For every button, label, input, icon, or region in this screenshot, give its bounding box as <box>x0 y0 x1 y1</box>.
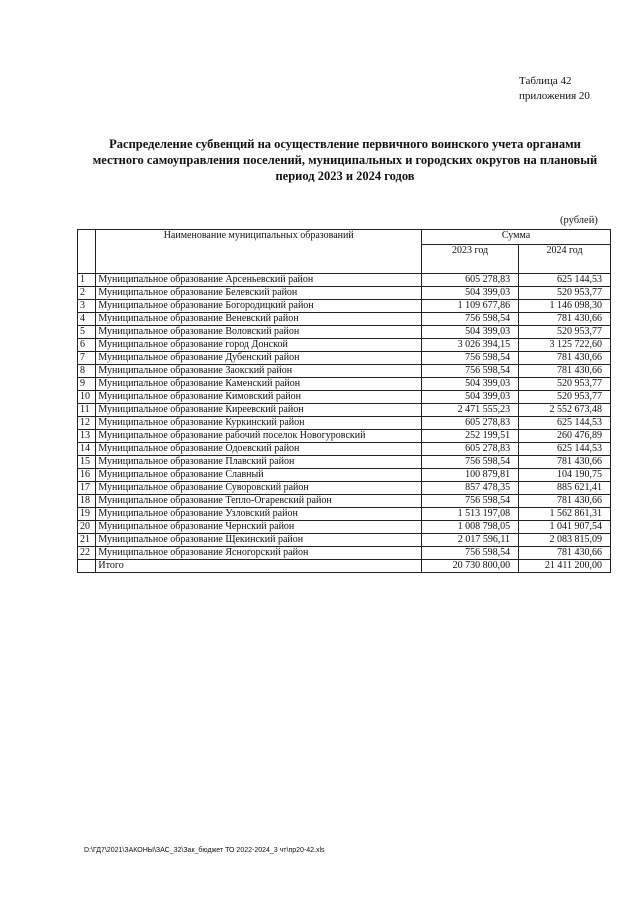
row-2024: 781 430,66 <box>519 313 611 326</box>
title-line-3: период 2023 и 2024 годов <box>275 169 415 183</box>
row-2023: 1 513 197,08 <box>422 508 519 521</box>
row-number: 10 <box>78 391 96 404</box>
row-2024: 781 430,66 <box>519 495 611 508</box>
appendix-label: приложения 20 <box>519 90 590 102</box>
row-number: 8 <box>78 365 96 378</box>
row-2024: 2 083 815,09 <box>519 534 611 547</box>
total-row <box>78 560 611 573</box>
row-2023: 756 598,54 <box>422 495 519 508</box>
row-2023: 504 399,03 <box>422 378 519 391</box>
row-name: Муниципальное образование Богородицкий район <box>96 300 422 313</box>
row-number: 20 <box>78 521 96 534</box>
total-2023: 20 730 800,00 <box>422 560 519 573</box>
total-2024: 21 411 200,00 <box>519 560 611 573</box>
row-name: Муниципальное образование Киреевский район <box>96 404 422 417</box>
row-2024: 781 430,66 <box>519 352 611 365</box>
table-row <box>78 378 611 391</box>
row-2023: 756 598,54 <box>422 313 519 326</box>
table-row <box>78 430 611 443</box>
title-line-1: Распределение субвенций на осуществление первичного воинского учета органами <box>109 137 581 151</box>
row-2024: 1 041 907,54 <box>519 521 611 534</box>
table-row <box>78 482 611 495</box>
row-2024: 781 430,66 <box>519 365 611 378</box>
table-row <box>78 547 611 560</box>
row-2024: 1 562 861,31 <box>519 508 611 521</box>
row-2023: 756 598,54 <box>422 352 519 365</box>
row-2024: 781 430,66 <box>519 547 611 560</box>
row-name: Муниципальное образование Чернский район <box>96 521 422 534</box>
title-line-2: местного самоуправления поселений, муниципальных и городских округов на плановый <box>92 153 598 167</box>
row-2023: 2 471 555,23 <box>422 404 519 417</box>
row-name: Муниципальное образование Ясногорский район <box>96 547 422 560</box>
row-name: Муниципальное образование Плавский район <box>96 456 422 469</box>
row-name: Муниципальное образование Воловский район <box>96 326 422 339</box>
table-reference <box>519 74 590 104</box>
header-2024: 2024 год <box>519 245 611 274</box>
row-number: 19 <box>78 508 96 521</box>
row-number: 22 <box>78 547 96 560</box>
row-2023: 252 199,51 <box>422 430 519 443</box>
row-2023: 605 278,83 <box>422 417 519 430</box>
row-name: Муниципальное образование Каменский район <box>96 378 422 391</box>
table-row <box>78 508 611 521</box>
row-number: 18 <box>78 495 96 508</box>
header-number <box>78 230 96 274</box>
table-row <box>78 521 611 534</box>
table-row <box>78 391 611 404</box>
table-label: Таблица 42 <box>519 75 572 87</box>
row-2024: 520 953,77 <box>519 378 611 391</box>
row-number: 14 <box>78 443 96 456</box>
header-name: Наименование муниципальных образований <box>96 230 422 274</box>
header-sum: Сумма <box>422 230 611 245</box>
table-row <box>78 339 611 352</box>
row-2024: 625 144,53 <box>519 443 611 456</box>
row-2024: 625 144,53 <box>519 417 611 430</box>
row-name: Муниципальное образование Суворовский район <box>96 482 422 495</box>
row-2023: 504 399,03 <box>422 391 519 404</box>
table-row <box>78 365 611 378</box>
table-row <box>78 313 611 326</box>
row-number: 1 <box>78 274 96 287</box>
row-number: 5 <box>78 326 96 339</box>
row-2024: 520 953,77 <box>519 391 611 404</box>
row-2023: 857 478,35 <box>422 482 519 495</box>
row-2024: 625 144,53 <box>519 274 611 287</box>
table-row <box>78 274 611 287</box>
units-label: (рублей) <box>560 215 598 226</box>
row-2023: 756 598,54 <box>422 456 519 469</box>
row-2023: 2 017 596,11 <box>422 534 519 547</box>
table-row <box>78 443 611 456</box>
row-number: 15 <box>78 456 96 469</box>
row-number: 9 <box>78 378 96 391</box>
row-number: 17 <box>78 482 96 495</box>
row-number: 13 <box>78 430 96 443</box>
row-2023: 504 399,03 <box>422 326 519 339</box>
total-label: Итого <box>96 560 422 573</box>
row-name: Муниципальное образование Узловский район <box>96 508 422 521</box>
row-name: Муниципальное образование Веневский район <box>96 313 422 326</box>
table-row <box>78 404 611 417</box>
row-name: Муниципальное образование Белевский район <box>96 287 422 300</box>
row-name: Муниципальное образование Кимовский район <box>96 391 422 404</box>
row-2024: 3 125 722,60 <box>519 339 611 352</box>
row-2023: 756 598,54 <box>422 365 519 378</box>
table-body <box>78 274 611 560</box>
row-name: Муниципальное образование Дубенский район <box>96 352 422 365</box>
row-2024: 520 953,77 <box>519 287 611 300</box>
row-number: 6 <box>78 339 96 352</box>
row-number: 12 <box>78 417 96 430</box>
row-number: 11 <box>78 404 96 417</box>
row-2023: 756 598,54 <box>422 547 519 560</box>
row-number: 3 <box>78 300 96 313</box>
table-row <box>78 417 611 430</box>
row-2024: 520 953,77 <box>519 326 611 339</box>
row-2023: 1 109 677,86 <box>422 300 519 313</box>
row-name: Муниципальное образование Одоевский район <box>96 443 422 456</box>
row-name: Муниципальное образование Тепло-Огаревский район <box>96 495 422 508</box>
table-row <box>78 287 611 300</box>
row-name: Муниципальное образование Щекинский район <box>96 534 422 547</box>
table-row <box>78 352 611 365</box>
row-2024: 885 621,41 <box>519 482 611 495</box>
row-name: Муниципальное образование Арсеньевский район <box>96 274 422 287</box>
row-2024: 781 430,66 <box>519 456 611 469</box>
row-2023: 100 879,81 <box>422 469 519 482</box>
row-2023: 605 278,83 <box>422 274 519 287</box>
table-row <box>78 534 611 547</box>
row-number: 4 <box>78 313 96 326</box>
document-title <box>78 136 612 184</box>
table-row <box>78 469 611 482</box>
row-number: 16 <box>78 469 96 482</box>
table-row <box>78 300 611 313</box>
row-number: 7 <box>78 352 96 365</box>
row-2024: 2 552 673,48 <box>519 404 611 417</box>
table-row <box>78 326 611 339</box>
row-name: Муниципальное образование рабочий поселок Новогуровский <box>96 430 422 443</box>
table-row <box>78 456 611 469</box>
file-path: D:\ГД7\2021\ЗАКОНЫ\ЗАС_32\Зак_бюджет ТО 2022-2024_3 чт\пр20-42.xls <box>84 847 325 854</box>
subvention-table <box>77 229 611 573</box>
row-name: Муниципальное образование город Донской <box>96 339 422 352</box>
row-2023: 605 278,83 <box>422 443 519 456</box>
row-2023: 1 008 798,05 <box>422 521 519 534</box>
row-number: 21 <box>78 534 96 547</box>
row-number: 2 <box>78 287 96 300</box>
row-name: Муниципальное образование Славный <box>96 469 422 482</box>
total-number <box>78 560 96 573</box>
row-2023: 3 026 394,15 <box>422 339 519 352</box>
row-name: Муниципальное образование Куркинский район <box>96 417 422 430</box>
header-2023: 2023 год <box>422 245 519 274</box>
row-2024: 1 146 098,30 <box>519 300 611 313</box>
row-2023: 504 399,03 <box>422 287 519 300</box>
row-2024: 260 476,89 <box>519 430 611 443</box>
table-row <box>78 495 611 508</box>
row-2024: 104 190,75 <box>519 469 611 482</box>
row-name: Муниципальное образование Заокский район <box>96 365 422 378</box>
